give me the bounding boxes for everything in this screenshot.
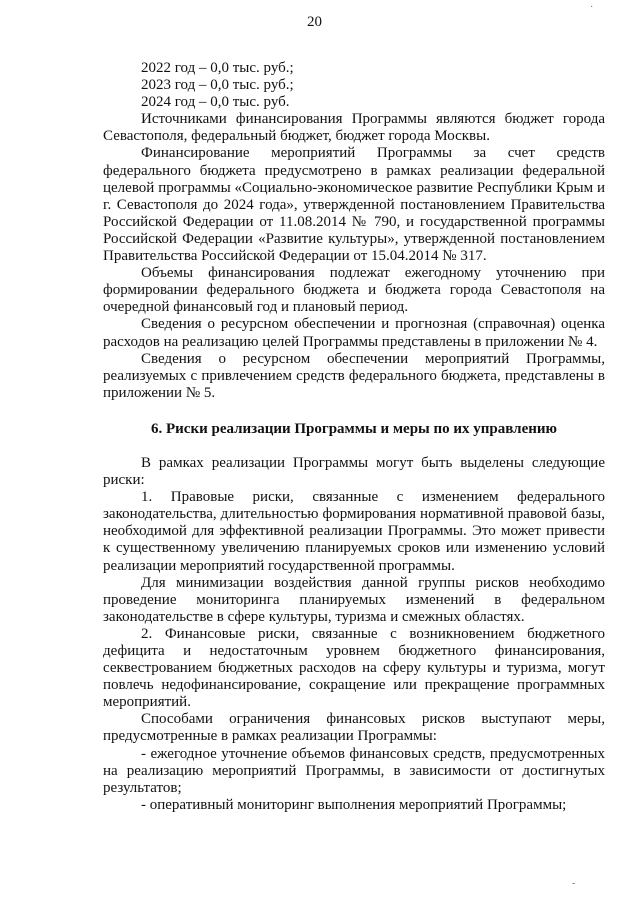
- page-number: 20: [307, 14, 322, 30]
- paragraph-financial-risks: 2. Финансовые риски, связанные с возникновением бюджетного дефицита и недостаточным уровнем бюджетного финансирования, секвестрованием бюджетных расходов на сферу культуры и туризма, могут повлечь недофинансирование, сокращение или прекращение программных мероприятий.: [103, 625, 605, 711]
- paragraph-federal-financing: Финансирование мероприятий Программы за счет средств федерального бюджета предусмотрено в рамках реализации федеральной целевой программы «Социально-экономическое развитие Республики Крым и г. Севастополя до 2024 года», утвержденной постановлением Правительства Российской Федерации от 11.08.2014 № 790, и государственной программы Российской Федерации «Развитие культуры», утвержденной постановлением Правительства Российской Федерации от 15.04.2014 № 317.: [103, 145, 605, 265]
- paragraph-risks-intro: В рамках реализации Программы могут быть выделены следующие риски:: [103, 454, 605, 489]
- paragraph-appendix-5: Сведения о ресурсном обеспечении мероприятий Программы, реализуемых с привлечением средств федерального бюджета, представлены в приложении № 5.: [103, 350, 605, 401]
- scan-mark-top: ·: [590, 2, 594, 13]
- funding-line-2024: 2024 год – 0,0 тыс. руб.: [141, 94, 290, 111]
- paragraph-measures-intro: Способами ограничения финансовых рисков выступают меры, предусмотренные в рамках реализации Программы:: [103, 711, 605, 745]
- paragraph-legal-mitigation: Для минимизации воздействия данной группы рисков необходимо проведение мониторинга планируемых изменений в федеральном законодательстве в сфере культуры, туризма и смежных областях.: [103, 574, 605, 625]
- paragraph-appendix-4: Сведения о ресурсном обеспечении и прогнозная (справочная) оценка расходов на реализацию целей Программы представлены в приложении № 4.: [103, 316, 605, 350]
- list-item-measure-1: - ежегодное уточнение объемов финансовых средств, предусмотренных на реализацию мероприятий Программы, в зависимости от достигнутых результатов;: [103, 745, 605, 796]
- funding-line-2022: 2022 год – 0,0 тыс. руб.;: [141, 60, 294, 76]
- scan-mark-bottom: -: [572, 878, 576, 889]
- document-body: [103, 60, 605, 814]
- paragraph-legal-risks: 1. Правовые риски, связанные с изменением федерального законодательства, длительностью формирования нормативной правовой базы, необходимой для эффективной реализации Программы. Это может привести к существенному увеличению планируемых сроков или изменению условий реализации мероприятий государственной программы.: [103, 489, 605, 574]
- funding-line-2023: 2023 год – 0,0 тыс. руб.;: [141, 77, 294, 94]
- paragraph-sources: Источниками финансирования Программы являются бюджет города Севастополя, федеральный бюджет, бюджет города Москвы.: [103, 111, 605, 145]
- list-item-measure-2: - оперативный мониторинг выполнения мероприятий Программы;: [141, 796, 567, 813]
- paragraph-volumes: Объемы финансирования подлежат ежегодному уточнению при формировании федерального бюджета и бюджета города Севастополя на очередной финансовый год и плановый период.: [103, 265, 605, 316]
- section-heading: 6. Риски реализации Программы и меры по их управлению: [150, 420, 558, 437]
